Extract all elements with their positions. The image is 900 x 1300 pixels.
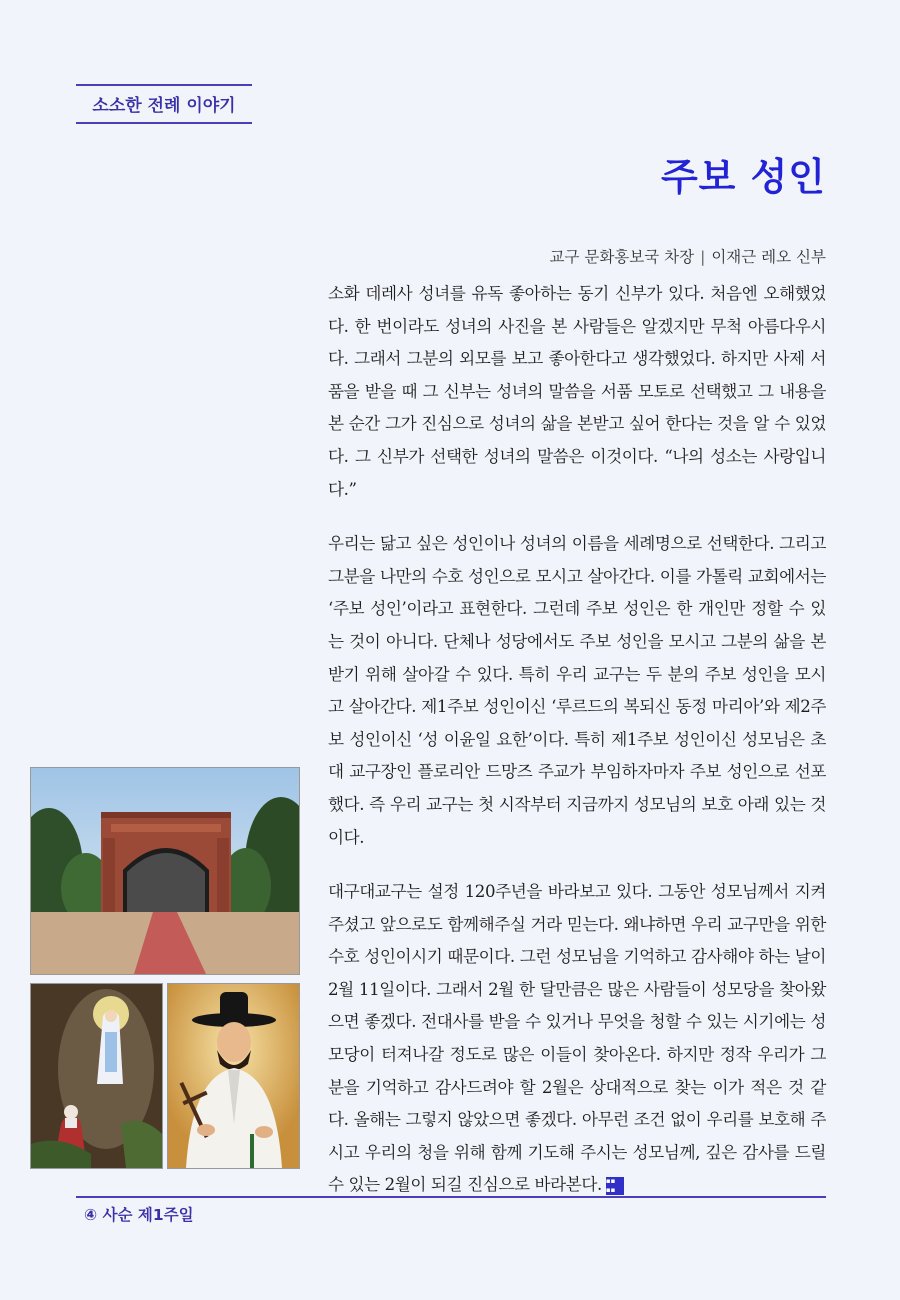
byline-position: 교구 문화홍보국 차장 <box>549 248 695 266</box>
section-tag: 소소한 전례 이야기 <box>76 84 252 124</box>
article-paragraph-3-text: 대구대교구는 설정 120주년을 바라보고 있다. 그동안 성모님께서 지켜주셨고 앞으로도 함께해주실 거라 믿는다. 왜냐하면 우리 교구만을 위한 수호 성인이시기 때문이다. 그런 성모님을 기억하고 감사해야 하는 날이 2월 11일이다. 그래서 2월 한 달만큼은 많은 사람들이 성모당을 찾아왔으면 좋겠다. 전대사를 받을 수 있거나 무엇을 청할 수 있는 시기에는 성모당이 터져나갈 정도로 많은 이들이 찾아온다. 하지만 정작 우리가 그분을 기억하고 감사드려야 할 2월은 상대적으로 찾는 이가 적은 것 같다. 올해는 그렇지 않았으면 좋겠다. 아무런 조건 없이 우리를 보호해 주시고 우리의 청을 위해 함께 기도해 주시는 성모님께, 깊은 감사를 드릴 수 있는 2월이 되길 진심으로 바라본다. <box>328 882 826 1195</box>
lourdes-grotto-painting <box>30 983 163 1169</box>
article-paragraph-1: 소화 데레사 성녀를 유독 좋아하는 동기 신부가 있다. 처음엔 오해했었다. 한 번이라도 성녀의 사진을 본 사람들은 알겠지만 무척 아름다우시다. 그래서 그분의 외모를 보고 좋아한다고 생각했었다. 하지만 사제 서품을 받을 때 그 신부는 성녀의 말씀을 서품 모토로 선택했고 그 내용을 본 순간 그가 진심으로 성녀의 삶을 본받고 싶어 한다는 것을 알 수 있었다. 그 신부가 선택한 성녀의 말씀은 이것이다. “나의 성소는 사랑입니다.” <box>328 284 826 499</box>
page-title: 주보 성인 <box>660 155 826 199</box>
footer-page-label: ④ 사순 제1주일 <box>84 1206 194 1224</box>
byline-author: 이재근 레오 신부 <box>711 248 826 266</box>
footer-rule <box>76 1196 826 1198</box>
saint-portrait-painting <box>167 983 300 1169</box>
byline <box>549 245 826 267</box>
byline-separator: | <box>700 248 706 266</box>
cathedral-gate-photo <box>30 767 300 975</box>
article-paragraph-2: 우리는 닮고 싶은 성인이나 성녀의 이름을 세례명으로 선택한다. 그리고 그분을 나만의 수호 성인으로 모시고 살아간다. 이를 가톨릭 교회에서는 ‘주보 성인’이라고 표현한다. 그런데 주보 성인은 한 개인만 정할 수 있는 것이 아니다. 단체나 성당에서도 주보 성인을 모시고 그분의 삶을 본받기 위해 살아갈 수 있다. 특히 우리 교구는 두 분의 주보 성인을 모시고 살아간다. 제1주보 성인이신 ‘루르드의 복되신 동정 마리아’와 제2주보 성인이신 ‘성 이윤일 요한’이다. 특히 제1주보 성인이신 성모님은 초대 교구장인 플로리안 드망즈 주교가 부임하자마자 주보 성인으로 선포했다. 즉 우리 교구는 첫 시작부터 지금까지 성모님의 보호 아래 있는 것이다. <box>328 534 826 847</box>
end-mark-icon: ▪▪ ▪▪ <box>606 1177 624 1195</box>
article-paragraph-3 <box>328 876 826 1202</box>
article-body <box>328 278 826 1224</box>
